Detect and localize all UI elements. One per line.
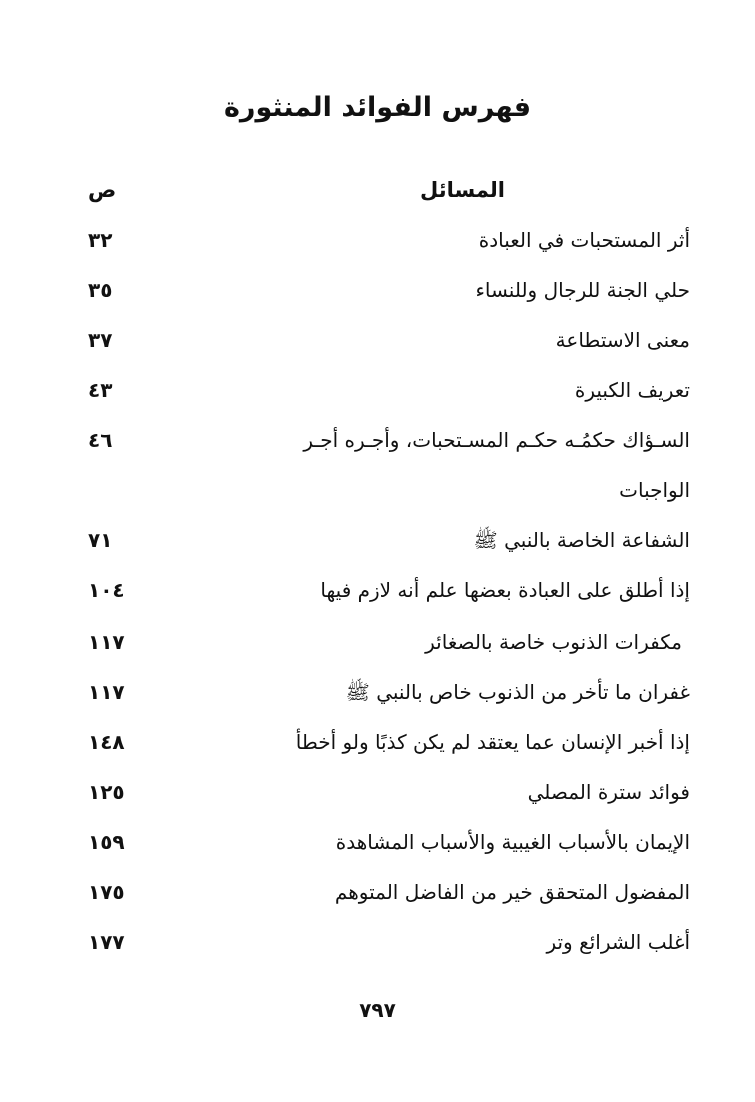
index-entry: [88, 780, 690, 820]
entry-topic: معنى الاستطاعة: [555, 328, 690, 352]
index-entry: [88, 278, 690, 318]
entry-page-number: ١٢٥: [88, 780, 125, 804]
index-entry: [88, 328, 690, 368]
entry-topic: السـؤاك حكمُـه حكـم المسـتحبات، وأجـره أجـر: [303, 428, 690, 452]
index-entry: [88, 930, 690, 970]
entry-topic: فوائد سترة المصلي: [527, 780, 690, 804]
entry-topic: تعريف الكبيرة: [574, 378, 690, 402]
entry-page-number: ٧١: [88, 528, 113, 552]
entry-topic: المفضول المتحقق خير من الفاضل المتوهم: [334, 880, 690, 904]
entry-topic: الإيمان بالأسباب الغيبية والأسباب المشاهدة: [335, 830, 690, 854]
entry-topic: أثر المستحبات في العبادة: [478, 228, 690, 252]
entry-page-number: ١٧٧: [88, 930, 125, 954]
index-entry: [88, 880, 690, 920]
index-entry-continuation: [88, 478, 690, 518]
index-entry: [88, 528, 690, 568]
page-title: فهرس الفوائد المنثورة: [223, 92, 532, 123]
index-header: [88, 178, 690, 218]
entry-topic: حلي الجنة للرجال وللنساء: [475, 278, 690, 302]
entry-page-number: ١١٧: [88, 680, 125, 704]
index-entry: [88, 378, 690, 418]
index-entry: [88, 428, 690, 468]
entry-topic: مكفرات الذنوب خاصة بالصغائر: [425, 630, 682, 654]
index-entry: [88, 680, 690, 720]
entry-page-number: ١٤٨: [88, 730, 125, 754]
entry-page-number: ٤٦: [88, 428, 113, 452]
entry-page-number: ٤٣: [88, 378, 113, 402]
entry-topic: إذا أخبر الإنسان عما يعتقد لم يكن كذبًا ولو أخطأ: [295, 730, 690, 754]
entry-page-number: ١٠٤: [88, 578, 125, 602]
entry-topic: الشفاعة الخاصة بالنبي ﷺ: [473, 528, 690, 552]
entry-topic: أغلب الشرائع وتر: [546, 930, 690, 954]
entry-page-number: ١٧٥: [88, 880, 125, 904]
entry-page-number: ١١٧: [88, 630, 125, 654]
entry-page-number: ١٥٩: [88, 830, 125, 854]
index-entry: [88, 578, 690, 618]
entry-topic: إذا أطلق على العبادة بعضها علم أنه لازم فيها: [320, 578, 690, 602]
index-entry: [88, 228, 690, 268]
footer-page-number: ٧٩٧: [359, 998, 396, 1022]
entry-page-number: ٣٥: [88, 278, 113, 302]
entry-topic: الواجبات: [619, 478, 690, 502]
entry-page-number: ٣٢: [88, 228, 113, 252]
entry-topic: غفران ما تأخر من الذنوب خاص بالنبي ﷺ: [345, 680, 690, 704]
page-column-header: ص: [88, 178, 117, 202]
index-entry: [88, 730, 690, 770]
topics-column-header: المسائل: [419, 178, 505, 202]
index-entry: [88, 830, 690, 870]
entry-page-number: ٣٧: [88, 328, 113, 352]
index-entry: [88, 630, 690, 670]
